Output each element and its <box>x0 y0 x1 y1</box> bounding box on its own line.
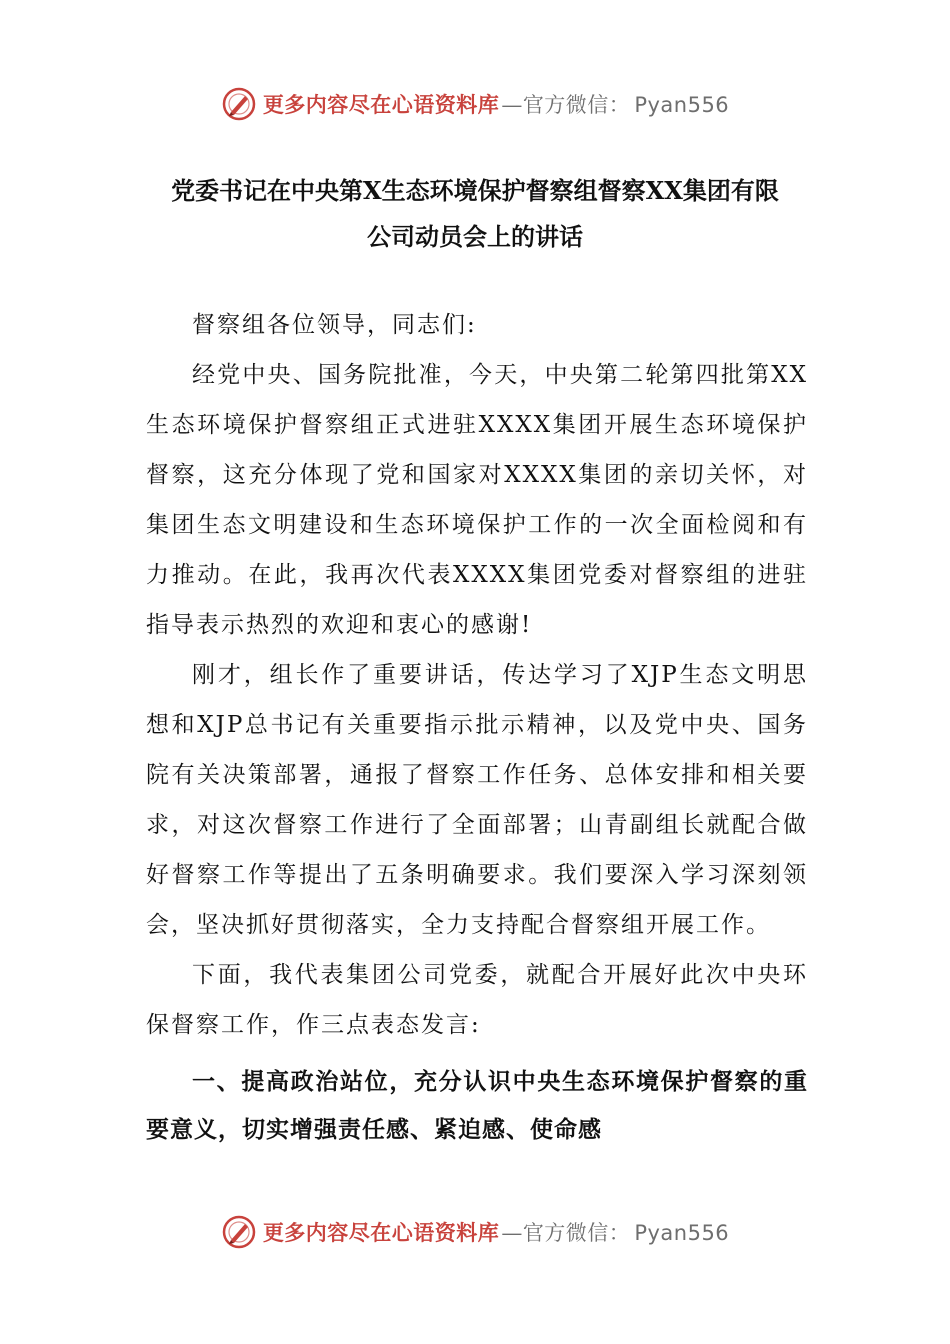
footer-banner <box>0 1210 950 1254</box>
banner-wechat-id: Pyan556 <box>634 93 730 117</box>
banner-text <box>263 89 729 119</box>
pen-seal-icon <box>221 1214 257 1250</box>
banner-text <box>263 1217 729 1247</box>
document-body <box>146 300 808 1154</box>
paragraph: 刚才，组长作了重要讲话，传达学习了XJP生态文明思想和XJP总书记有关重要指示批示精神，以及党中央、国务院有关决策部署，通报了督察工作任务、总体安排和相关要求，对这次督察工作进行了全面部署；山青副组长就配合做好督察工作等提出了五条明确要求。我们要深入学习深刻领会，坚决抓好贯彻落实，全力支持配合督察组开展工作。 <box>146 662 808 938</box>
pen-seal-icon <box>221 86 257 122</box>
header-banner <box>0 82 950 126</box>
banner-wechat-label: —官方微信： <box>501 93 631 117</box>
banner-site-name: 更多内容尽在心语资料库 <box>262 1220 500 1245</box>
title-line-2: 公司动员会上的讲话 <box>367 222 583 251</box>
document-title <box>120 168 830 260</box>
banner-wechat-id: Pyan556 <box>634 1221 730 1245</box>
banner-wechat-label: —官方微信： <box>501 1221 631 1245</box>
salutation: 督察组各位领导，同志们: <box>192 312 477 338</box>
banner-site-name: 更多内容尽在心语资料库 <box>262 92 500 117</box>
paragraph: 经党中央、国务院批准，今天，中央第二轮第四批第XX生态环境保护督察组正式进驻XXXX集团开展生态环境保护督察，这充分体现了党和国家对XXXX集团的亲切关怀，对集团生态文明建设和生态环境保护工作的一次全面检阅和有力推动。在此，我再次代表XXXX集团党委对督察组的进驻指导表示热烈的欢迎和衷心的感谢! <box>146 362 808 638</box>
section-heading: 一、提高政治站位，充分认识中央生态环境保护督察的重要意义，切实增强责任感、紧迫感、使命感 <box>146 1069 808 1143</box>
paragraph: 下面，我代表集团公司党委，就配合开展好此次中央环保督察工作，作三点表态发言: <box>146 962 808 1038</box>
title-line-1: 党委书记在中央第X生态环境保护督察组督察XX集团有限 <box>171 176 779 205</box>
